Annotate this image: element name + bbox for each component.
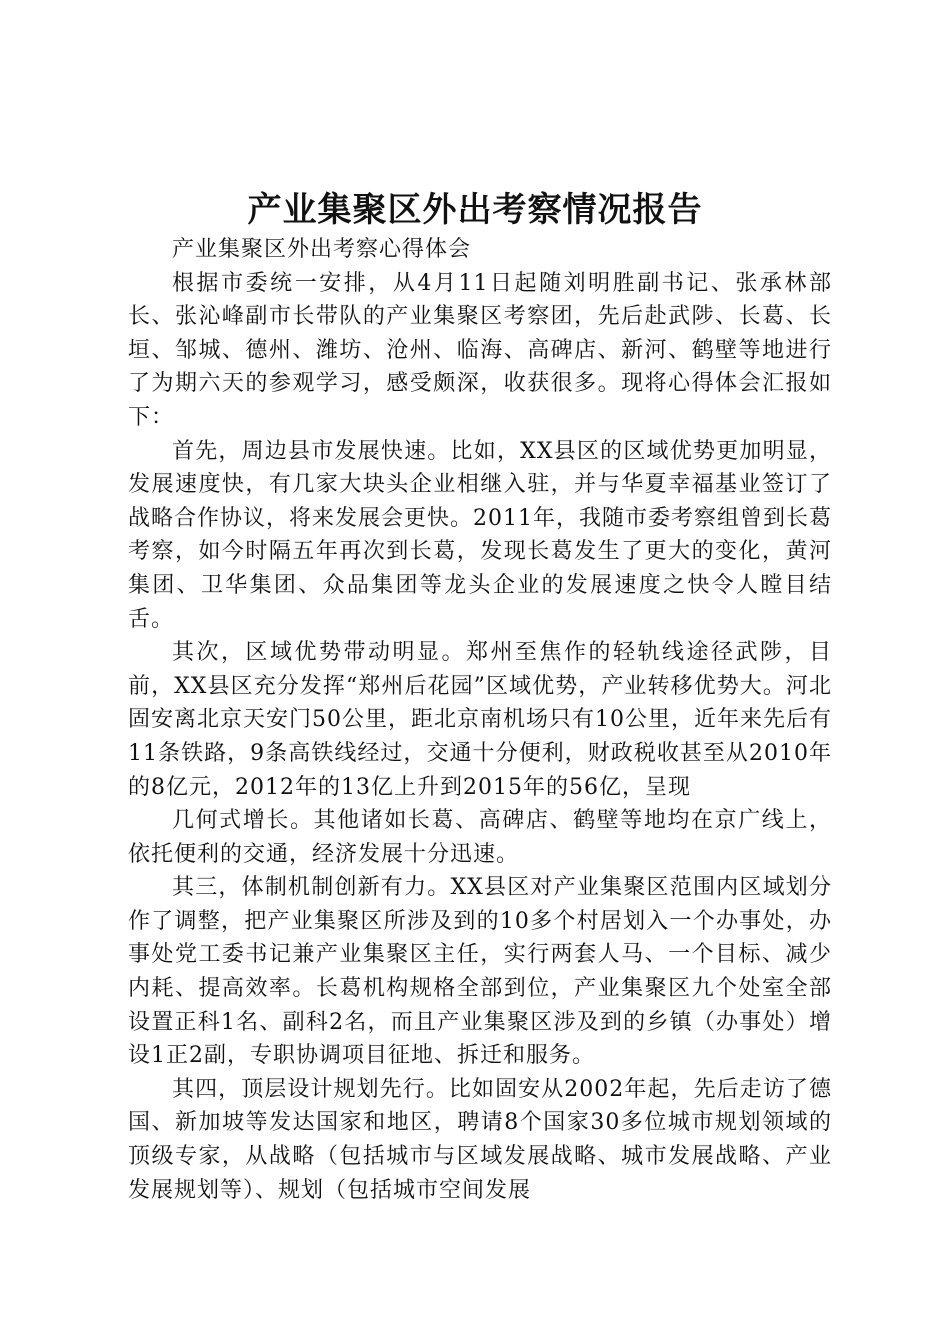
paragraph-first-point: 首先，周边县市发展快速。比如，XX县区的区域优势更加明显，发展速度快，有几家大块头企业相继入驻，并与华夏幸福基业签订了战略合作协议，将来发展会更快。2011年，我随市委考察组曾到长葛考察，如今时隔五年再次到长葛，发现长葛发生了更大的变化，黄河集团、卫华集团、众品集团等龙头企业的发展速度之快令人瞠目结舌。: [128, 438, 832, 632]
document-body: [128, 233, 832, 1207]
document-title: 产业集聚区外出考察情况报告: [247, 190, 703, 230]
paragraph-third-point: 其三，体制机制创新有力。XX县区对产业集聚区范围内区域划分作了调整，把产业集聚区所涉及到的10多个村居划入一个办事处，办事处党工委书记兼产业集聚区主任，实行两套人马、一个目标、减少内耗、提高效率。长葛机构规格全部到位，产业集聚区九个处室全部设置正科1名、副科2名，而且产业集聚区涉及到的乡镇（办事处）增设1正2副，专职协调项目征地、拆迁和服务。: [128, 875, 832, 1069]
paragraph-subtitle: 产业集聚区外出考察心得体会: [172, 237, 472, 262]
paragraph-intro: 根据市委统一安排，从4月11日起随刘明胜副书记、张承林部长、张沁峰副市长带队的产业集聚区考察团，先后赴武陟、长葛、长垣、邹城、德州、潍坊、沧州、临海、高碑店、新河、鹤壁等地进行了为期六天的参观学习，感受颇深，收获很多。现将心得体会汇报如下：: [128, 270, 832, 430]
paragraph-second-point-continued: 几何式增长。其他诸如长葛、高碑店、鹤壁等地均在京广线上，依托便利的交通，经济发展十分迅速。: [128, 808, 832, 867]
paragraph-second-point: 其次，区域优势带动明显。郑州至焦作的轻轨线途径武陟，目前，XX县区充分发挥“郑州后花园”区域优势，产业转移优势大。河北固安离北京天安门50公里，距北京南机场只有10公里，近年来先后有11条铁路，9条高铁线经过，交通十分便利，财政税收甚至从2010年的8亿元，2012年的13亿上升到2015年的56亿，呈现: [128, 640, 832, 800]
paragraph-fourth-point: 其四，顶层设计规划先行。比如固安从2002年起，先后走访了德国、新加坡等发达国家和地区，聘请8个国家30多位城市规划领域的顶级专家，从战略（包括城市与区域发展战略、城市发展战略、产业发展规划等）、规划（包括城市空间发展: [128, 1076, 832, 1203]
